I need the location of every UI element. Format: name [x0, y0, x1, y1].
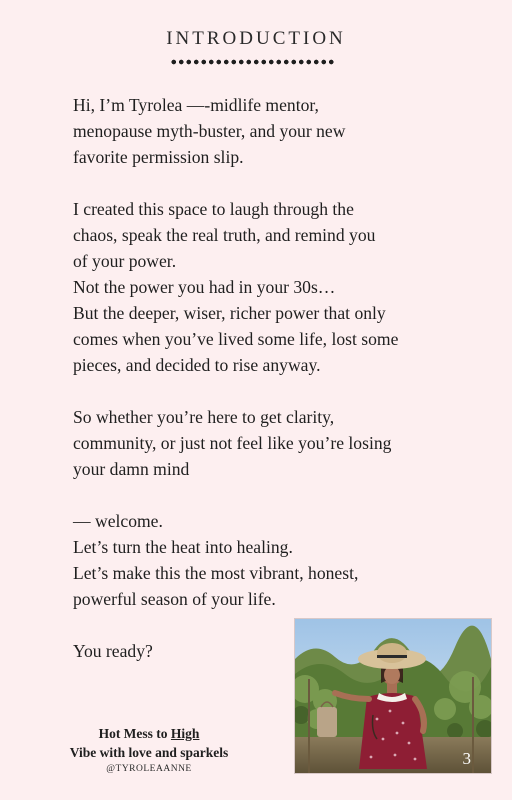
footer-line-2: Vibe with love and sparkels: [69, 745, 229, 760]
paragraph-2: [73, 196, 463, 378]
text-line: favorite permission slip.: [73, 147, 244, 167]
text-line: powerful season of your life.: [73, 589, 276, 609]
social-handle: @TYROLEAANNE: [106, 764, 192, 774]
footer-line-1-underlined: High: [170, 726, 200, 741]
footer-line-1-prefix: Hot Mess to: [98, 726, 171, 741]
text-line: But the deeper, wiser, richer power that only: [73, 303, 386, 323]
paragraph-3: [73, 404, 463, 482]
text-line: comes when you’ve lived some life, lost some: [73, 329, 399, 349]
text-line: your damn mind: [73, 459, 190, 479]
text-line: I created this space to laugh through the: [73, 199, 354, 219]
footer-credit: [64, 724, 234, 774]
section-heading: INTRODUCTION: [166, 28, 346, 49]
text-line: community, or just not feel like you’re losing: [73, 433, 392, 453]
text-line: Hi, I’m Tyrolea —-midlife mentor,: [73, 95, 319, 115]
intro-body: [73, 92, 463, 690]
footer-line-1: [64, 724, 234, 743]
text-line: chaos, speak the real truth, and remind you: [73, 225, 376, 245]
text-line: of your power.: [73, 251, 177, 271]
author-photo: [294, 618, 492, 774]
text-line: Not the power you had in your 30s…: [73, 277, 336, 297]
text-line: — welcome.: [73, 511, 163, 531]
dotted-divider: [170, 59, 336, 65]
paragraph-1: [73, 92, 463, 170]
text-line: You ready?: [73, 641, 153, 661]
paragraph-4: [73, 508, 463, 612]
page-number: 3: [462, 749, 471, 768]
text-line: menopause myth-buster, and your new: [73, 121, 346, 141]
text-line: pieces, and decided to rise anyway.: [73, 355, 321, 375]
text-line: Let’s make this the most vibrant, honest,: [73, 563, 359, 583]
text-line: So whether you’re here to get clarity,: [73, 407, 335, 427]
text-line: Let’s turn the heat into healing.: [73, 537, 293, 557]
